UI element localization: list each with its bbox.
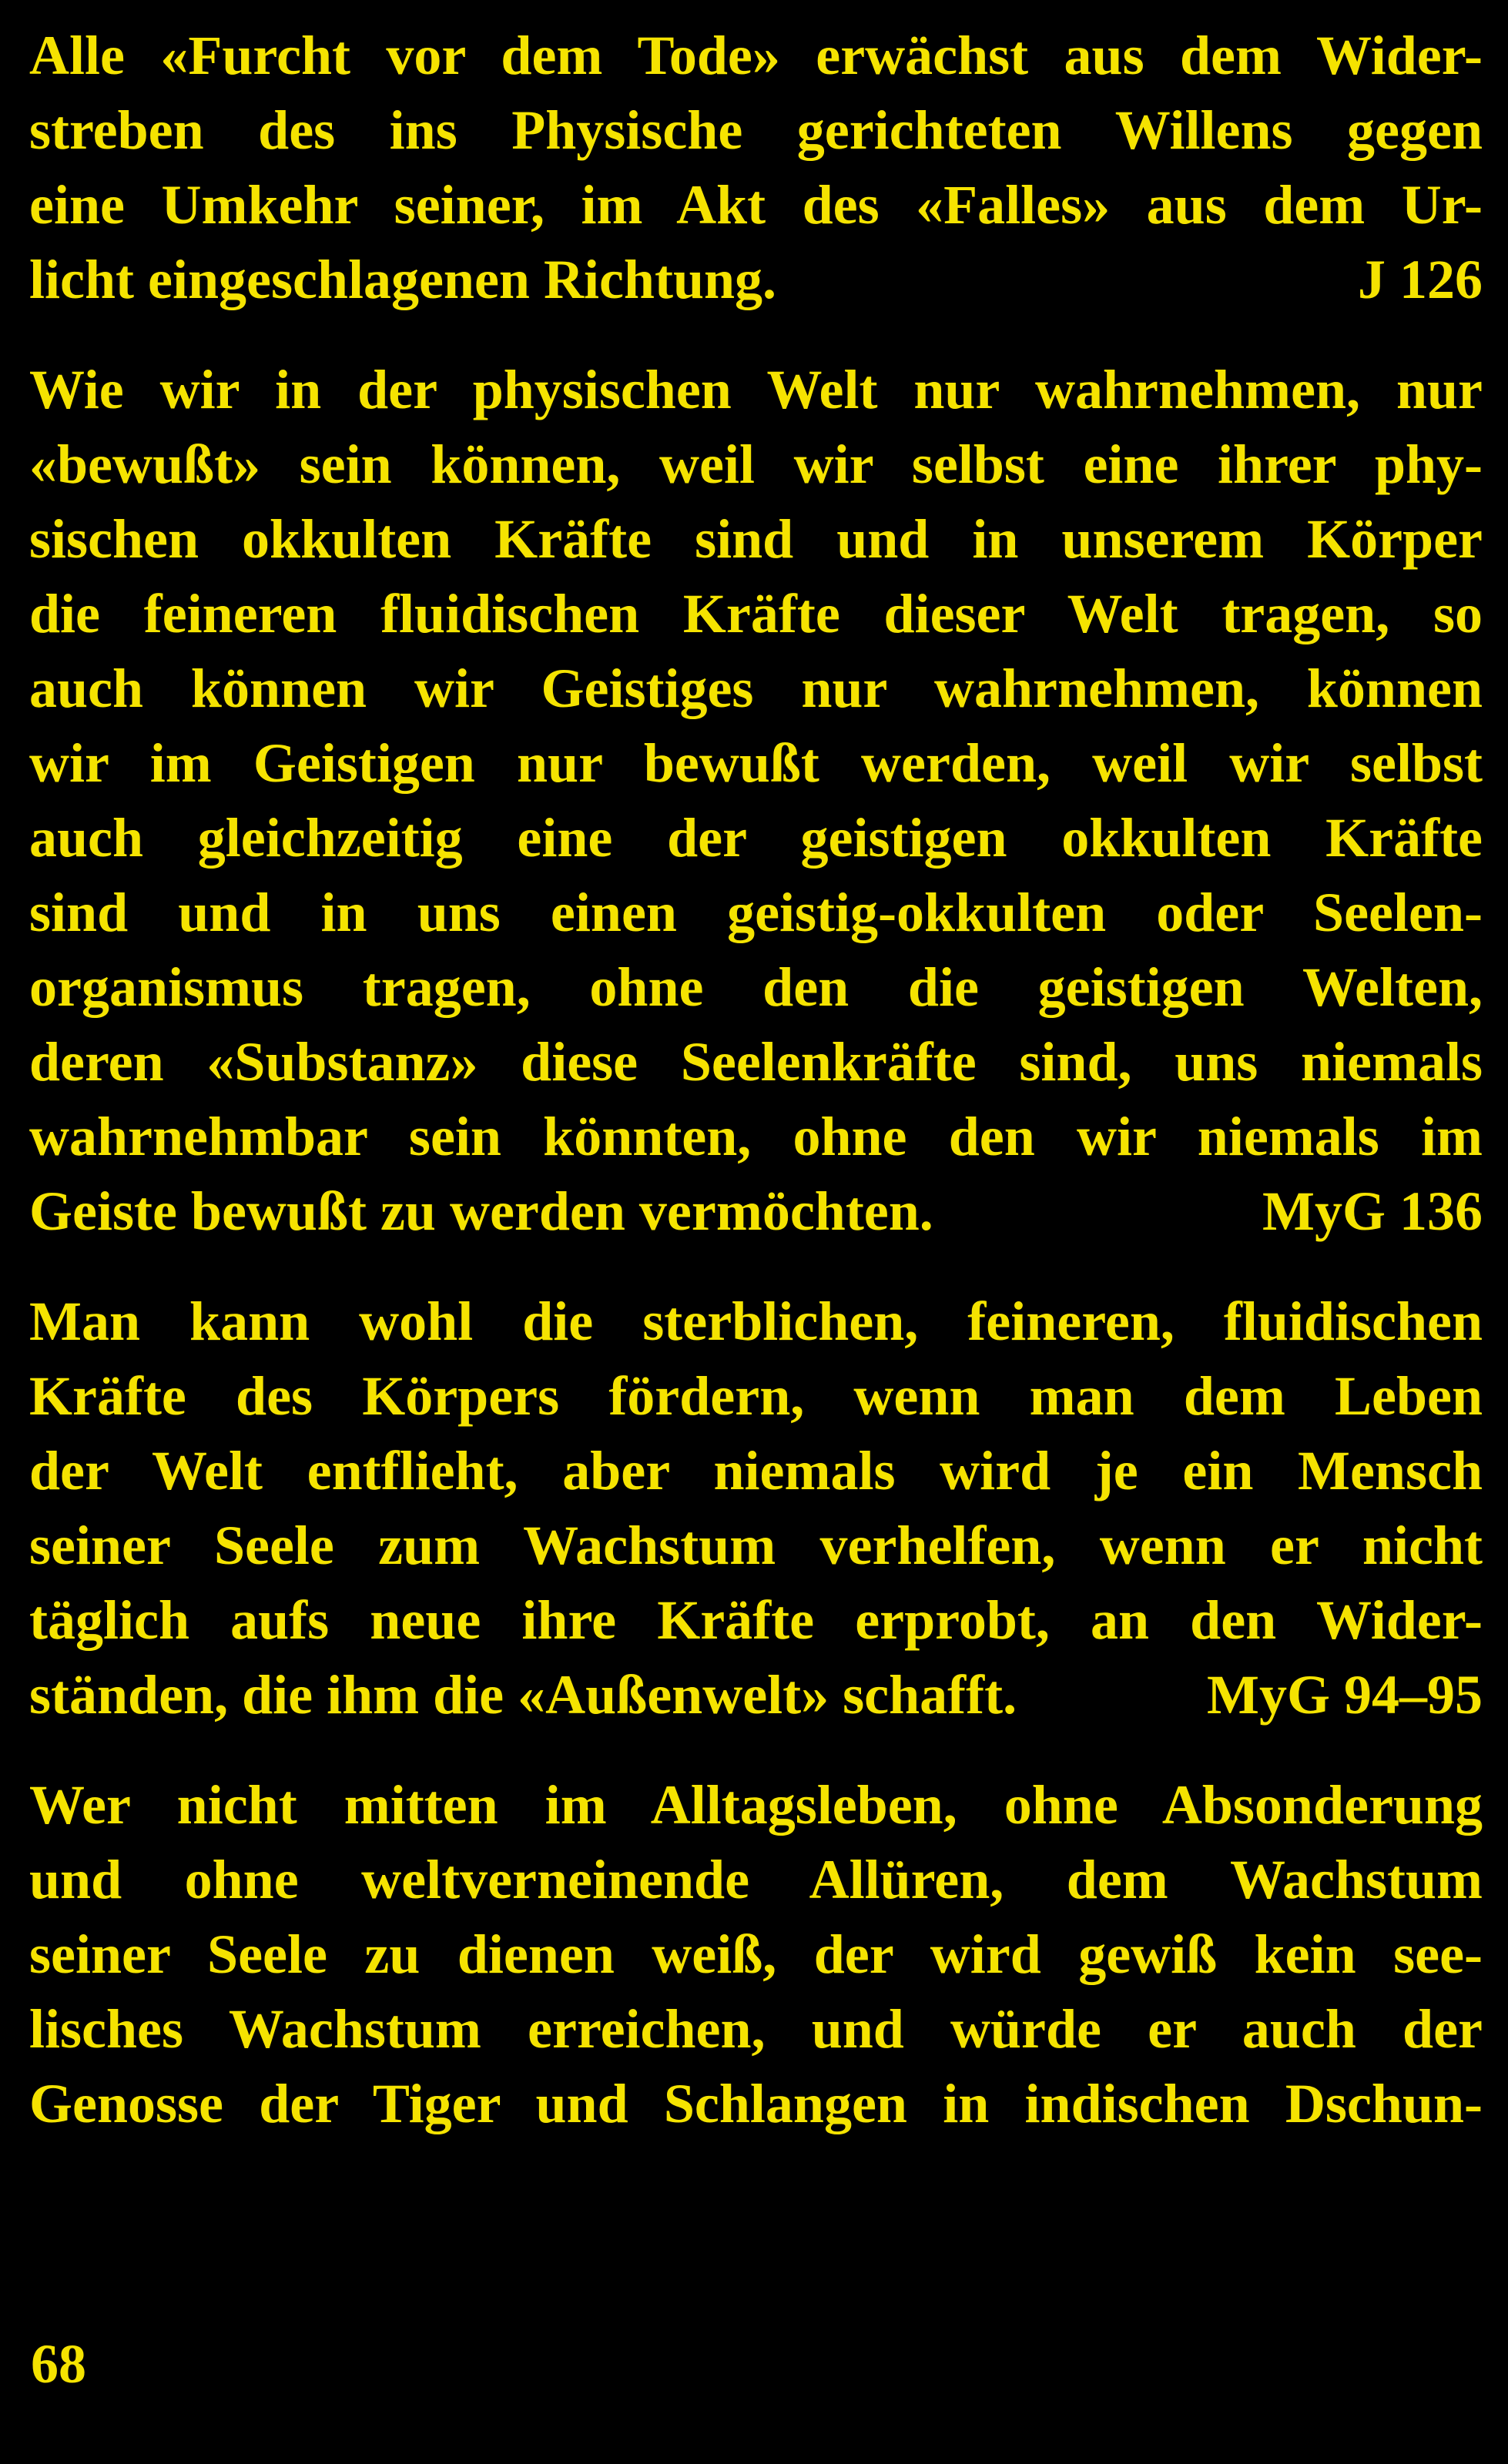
text-column: [29, 18, 1483, 2141]
text-line: «bewußt» sein können, weil wir selbst eine ihrer phy-: [29, 434, 1483, 495]
page-number: 68: [31, 2333, 86, 2395]
text-line: die feineren fluidischen Kräfte dieser Welt tragen, so: [29, 583, 1483, 644]
text-line: organismus tragen, ohne den die geistigen Welten,: [29, 956, 1483, 1018]
paragraph: [29, 353, 1483, 1249]
text-line: wir im Geistigen nur bewußt werden, weil wir selbst: [29, 732, 1483, 794]
text-line: täglich aufs neue ihre Kräfte erprobt, an den Wider-: [29, 1589, 1483, 1651]
text-line: Kräfte des Körpers fördern, wenn man dem Leben: [29, 1365, 1483, 1427]
citation: J 126: [1358, 249, 1483, 310]
text-line: der Welt entflieht, aber niemals wird je ein Mensch: [29, 1440, 1483, 1502]
closing-line: [29, 1658, 1483, 1732]
text-line: deren «Substanz» diese Seelenkräfte sind, uns niemals: [29, 1031, 1483, 1093]
text-line: sischen okkulten Kräfte sind und in unserem Körper: [29, 508, 1483, 570]
text-line: Alle «Furcht vor dem Tode» erwächst aus dem Wider-: [29, 25, 1483, 86]
closing-text: licht eingeschlagenen Richtung.: [29, 249, 777, 310]
closing-line: [29, 243, 1483, 317]
closing-line: [29, 1174, 1483, 1249]
paragraph: [29, 1768, 1483, 2141]
closing-text: Geiste bewußt zu werden vermöchten.: [29, 1180, 933, 1242]
text-line: Man kann wohl die sterblichen, feineren, fluidischen: [29, 1291, 1483, 1352]
citation: MyG 94–95: [1207, 1664, 1483, 1726]
text-line: sind und in uns einen geistig-okkulten oder Seelen-: [29, 882, 1483, 943]
text-line: Wie wir in der physischen Welt nur wahrnehmen, nur: [29, 359, 1483, 420]
text-line: eine Umkehr seiner, im Akt des «Falles» aus dem Ur-: [29, 174, 1483, 236]
text-line: streben des ins Physische gerichteten Willens gegen: [29, 99, 1483, 161]
paragraph: [29, 18, 1483, 317]
text-line: auch gleichzeitig eine der geistigen okkulten Kräfte: [29, 807, 1483, 869]
text-line: seiner Seele zum Wachstum verhelfen, wenn er nicht: [29, 1515, 1483, 1576]
text-line: auch können wir Geistiges nur wahrnehmen, können: [29, 658, 1483, 719]
text-line: Wer nicht mitten im Alltagsleben, ohne Absonderung: [29, 1774, 1483, 1836]
citation: MyG 136: [1262, 1180, 1483, 1242]
text-line: wahrnehmbar sein könnten, ohne den wir niemals im: [29, 1106, 1483, 1167]
paragraph: [29, 1284, 1483, 1732]
closing-text: ständen, die ihm die «Außenwelt» schafft.: [29, 1664, 1017, 1726]
text-line: seiner Seele zu dienen weiß, der wird gewiß kein see-: [29, 1923, 1483, 1985]
text-line: lisches Wachstum erreichen, und würde er auch der: [29, 1998, 1483, 2060]
text-line: Genosse der Tiger und Schlangen in indischen Dschun-: [29, 2073, 1483, 2134]
text-line: und ohne weltverneinende Allüren, dem Wachstum: [29, 1849, 1483, 1910]
